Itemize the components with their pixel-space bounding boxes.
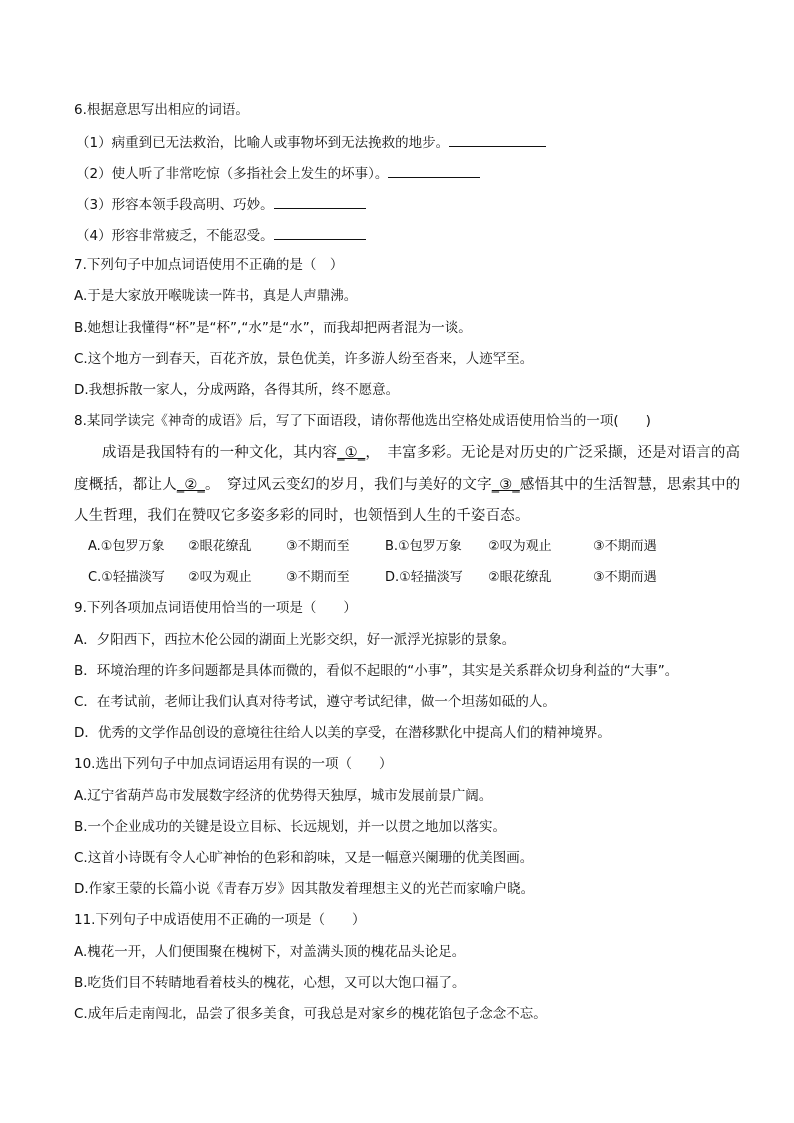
answer-blank[interactable] (274, 194, 366, 209)
q8-option-d: D.①轻描淡写 (385, 570, 463, 585)
q6-title: 6.根据意思写出相应的词语。 (74, 102, 249, 118)
q6-item-3: （3）形容本领手段高明、巧妙。 (76, 194, 366, 215)
q11-option-a: A.槐花一开，人们便围聚在槐树下，对盖满头顶的槐花品头论足。 (74, 944, 466, 960)
q8-option-b-2: ②叹为观止 (488, 539, 552, 554)
q9-option-c: C．在考试前，老师让我们认真对待考试，遵守考试纪律，做一个坦荡如砥的人。 (74, 694, 556, 710)
q7-option-b: B.她想让我懂得“杯”是“杯”,“水”是“水”，而我却把两者混为一谈。 (74, 320, 472, 336)
q8-option-b-3: ③不期而遇 (593, 539, 657, 554)
q7-option-c: C.这个地方一到春天，百花齐放，景色优美，许多游人纷至沓来，人迹罕至。 (74, 351, 534, 367)
q8-para-line-3: 人生哲理，我们在赞叹它多姿多彩的同时，也领悟到人生的千姿百态。 (74, 508, 530, 524)
q8-title: 8.某同学读完《神奇的成语》后，写了下面语段，请你帮他选出空格处成语使用恰当的一项( ) (74, 413, 651, 429)
q10-option-a: A.辽宁省葫芦岛市发展数字经济的优势得天独厚，城市发展前景广阔。 (74, 788, 493, 804)
q8-option-d-3: ③不期而遇 (593, 570, 657, 585)
q8-option-a-3: ③不期而至 (286, 539, 350, 554)
q10-option-d: D.作家王蒙的长篇小说《青春万岁》因其散发着理想主义的光芒而家喻户晓。 (74, 881, 535, 897)
q11-option-b: B.吃货们目不转睛地看着枝头的槐花，心想，又可以大饱口福了。 (74, 975, 466, 991)
q6-item-1: （1）病重到已无法救治，比喻人或事物坏到无法挽救的地步。 (76, 132, 546, 153)
blank-1: _①_ (337, 445, 366, 461)
q8-option-c-2: ②叹为观止 (188, 570, 252, 585)
q9-option-b: B．环境治理的许多问题都是具体而微的，看似不起眼的“小事”，其实是关系群众切身利益的“大事”。 (74, 663, 679, 679)
q9-title: 9.下列各项加点词语使用恰当的一项是（ ） (74, 600, 357, 616)
q6-item-4: （4）形容非常疲乏，不能忍受。 (76, 225, 366, 246)
q11-title: 11.下列句子中成语使用不正确的一项是（ ） (74, 912, 366, 928)
q11-option-c: C.成年后走南闯北，品尝了很多美食，可我总是对家乡的槐花馅包子念念不忘。 (74, 1006, 547, 1022)
q8-para-line-2: 度概括，都让人_②_。 穿过风云变幻的岁月，我们与美好的文字_③_感悟其中的生活智慧，思索其中的 (74, 477, 741, 493)
q8-option-a: A.①包罗万象 (88, 539, 165, 554)
q10-title: 10.选出下列句子中加点词语运用有误的一项（ ） (74, 756, 393, 772)
q8-option-c-3: ③不期而至 (286, 570, 350, 585)
q10-option-c: C.这首小诗既有令人心旷神怡的色彩和韵味，又是一幅意兴阑珊的优美图画。 (74, 850, 534, 866)
q7-option-a: A.于是大家放开喉咙读一阵书，真是人声鼎沸。 (74, 288, 358, 304)
q8-option-b: B.①包罗万象 (385, 539, 462, 554)
q7-title: 7.下列句子中加点词语使用不正确的是（ ） (74, 257, 344, 273)
q8-option-d-2: ②眼花缭乱 (488, 570, 552, 585)
q9-option-d: D．优秀的文学作品创设的意境往往给人以美的享受，在潜移默化中提高人们的精神境界。 (74, 725, 611, 741)
q8-para-line-1: 成语是我国特有的一种文化，其内容_①_， 丰富多彩。无论是对历史的广泛采撷，还是对语言的高 (102, 445, 741, 461)
answer-blank[interactable] (274, 225, 366, 240)
q10-option-b: B.一个企业成功的关键是设立目标、长远规划，并一以贯之地加以落实。 (74, 819, 507, 835)
q9-option-a: A．夕阳西下，西拉木伦公园的湖面上光影交织，好一派浮光掠影的景象。 (74, 632, 516, 648)
q7-option-d: D.我想拆散一家人，分成两路，各得其所，终不愿意。 (74, 382, 400, 398)
q6-item-2: （2）使人听了非常吃惊（多指社会上发生的坏事）。 (76, 163, 480, 184)
q8-option-c: C.①轻描淡写 (88, 570, 165, 585)
q8-option-a-2: ②眼花缭乱 (188, 539, 252, 554)
answer-blank[interactable] (449, 132, 546, 147)
blank-2: _②_ (176, 477, 206, 493)
answer-blank[interactable] (388, 163, 480, 178)
blank-3: _③_ (491, 477, 520, 493)
